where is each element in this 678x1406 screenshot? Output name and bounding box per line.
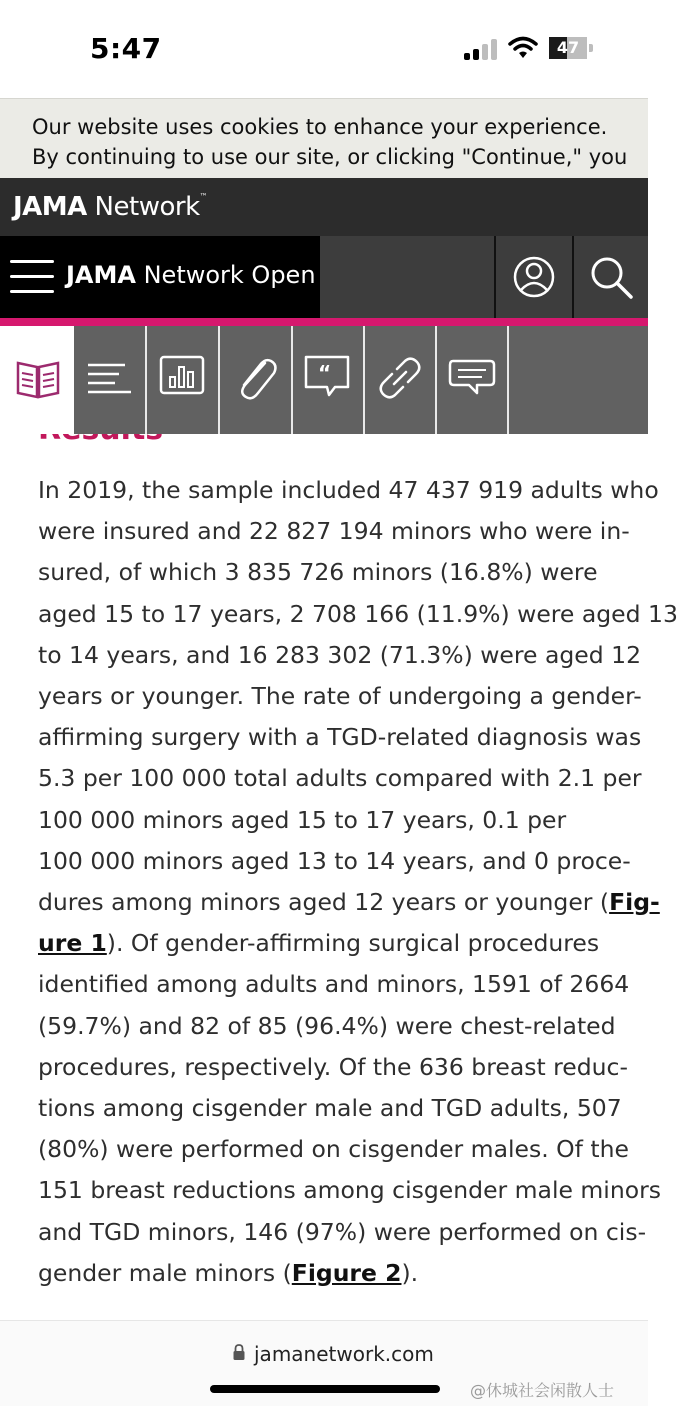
watermark: @休城社会闲散人士 — [470, 1381, 615, 1400]
battery-tip — [589, 44, 593, 52]
jama-network-logo[interactable] — [13, 192, 207, 222]
journal-nav — [0, 236, 320, 318]
text-line: aged 15 to 17 years, 2 708 166 (11.9%) were aged 13 — [38, 599, 678, 628]
trademark-mark: ™ — [199, 192, 208, 201]
figure-1-link[interactable]: Fig- — [609, 888, 660, 917]
text-line: 100 000 minors aged 13 to 14 years, and 0 proce- — [38, 846, 631, 875]
text-line: sured, of which 3 835 726 minors (16.8%) were — [38, 558, 598, 587]
text-line — [38, 923, 618, 964]
status-time: 5:47 — [90, 32, 162, 65]
figure-1-link-cont[interactable]: ure 1 — [38, 929, 107, 958]
journal-title-bold: JAMA — [66, 261, 136, 289]
text-line: 5.3 per 100 000 total adults compared with 2.1 per — [38, 764, 642, 793]
attachment-icon — [231, 353, 281, 403]
tool-article[interactable] — [0, 326, 74, 434]
text-line — [38, 1253, 618, 1294]
text-line: were insured and 22 827 194 minors who were in- — [38, 517, 630, 546]
text-line: (59.7%) and 82 of 85 (96.4%) were chest-related — [38, 1011, 616, 1040]
text-line — [38, 882, 660, 923]
tool-comments[interactable] — [436, 326, 509, 434]
wifi-icon — [508, 36, 538, 60]
text-line: 151 breast reductions among cisgender male minors — [38, 1176, 662, 1205]
text-line: identified among adults and minors, 1591 of 2664 — [38, 970, 630, 999]
text-line: and TGD minors, 146 (97%) were performed on cis- — [38, 1217, 647, 1246]
tool-related[interactable] — [364, 326, 437, 434]
journal-header — [0, 236, 648, 318]
text-line: years or younger. The rate of undergoing a gender- — [38, 682, 642, 711]
network-logo-bold: JAMA — [13, 192, 87, 222]
link-icon — [375, 353, 425, 403]
search-button[interactable] — [572, 236, 650, 318]
home-indicator[interactable] — [210, 1385, 440, 1393]
text-line: 100 000 minors aged 15 to 17 years, 0.1 per — [38, 805, 567, 834]
text-line: to 14 years, and 16 283 302 (71.3%) were aged 12 — [38, 640, 642, 669]
text-line: affirming surgery with a TGD-related diagnosis was — [38, 723, 642, 752]
status-bar — [0, 0, 648, 98]
tool-supplements[interactable] — [220, 326, 293, 434]
url-text[interactable]: jamanetwork.com — [254, 1342, 434, 1366]
journal-title-rest: Network Open — [135, 261, 316, 289]
battery-percent: 47 — [556, 38, 580, 57]
text-line: (80%) were performed on cisgender males. Of the — [38, 1135, 629, 1164]
journal-title[interactable] — [66, 261, 316, 289]
header-accent-rule — [0, 318, 648, 326]
text-fragment: gender male minors ( — [38, 1258, 292, 1287]
text-fragment: ). — [401, 1258, 419, 1287]
tool-cite[interactable] — [292, 326, 365, 434]
outline-icon — [85, 353, 135, 403]
results-paragraph — [38, 470, 678, 1294]
text-fragment: ). Of gender-affirming surgical procedures — [106, 929, 600, 958]
user-icon — [496, 236, 572, 318]
text-line: procedures, respectively. Of the 636 breast reduc- — [38, 1052, 628, 1081]
figures-icon — [158, 353, 208, 403]
comments-icon — [447, 353, 497, 403]
network-logo-rest: Network — [86, 192, 200, 222]
svg-text:“: “ — [318, 361, 332, 385]
text-fragment: dures among minors aged 12 years or younger ( — [38, 888, 610, 917]
cellular-signal-icon — [464, 38, 498, 60]
cookie-banner-text: Our website uses cookies to enhance your experience. By continuing to use our site, or clicking "Continue," you — [32, 115, 628, 169]
cite-icon — [303, 353, 353, 403]
article-toolbar — [0, 326, 648, 434]
battery-icon — [549, 37, 587, 59]
book-icon — [13, 353, 63, 403]
search-icon — [574, 236, 650, 318]
lock-icon — [232, 1343, 246, 1361]
network-bar — [0, 178, 648, 236]
cookie-banner — [0, 98, 648, 179]
tool-outline[interactable] — [74, 326, 147, 434]
figure-2-link[interactable]: Figure 2 — [291, 1258, 402, 1287]
menu-icon[interactable] — [10, 260, 54, 294]
text-line: In 2019, the sample included 47 437 919 adults who — [38, 476, 659, 504]
tool-figures[interactable] — [147, 326, 220, 434]
account-button[interactable] — [494, 236, 572, 318]
text-line: tions among cisgender male and TGD adults, 507 — [38, 1094, 622, 1123]
